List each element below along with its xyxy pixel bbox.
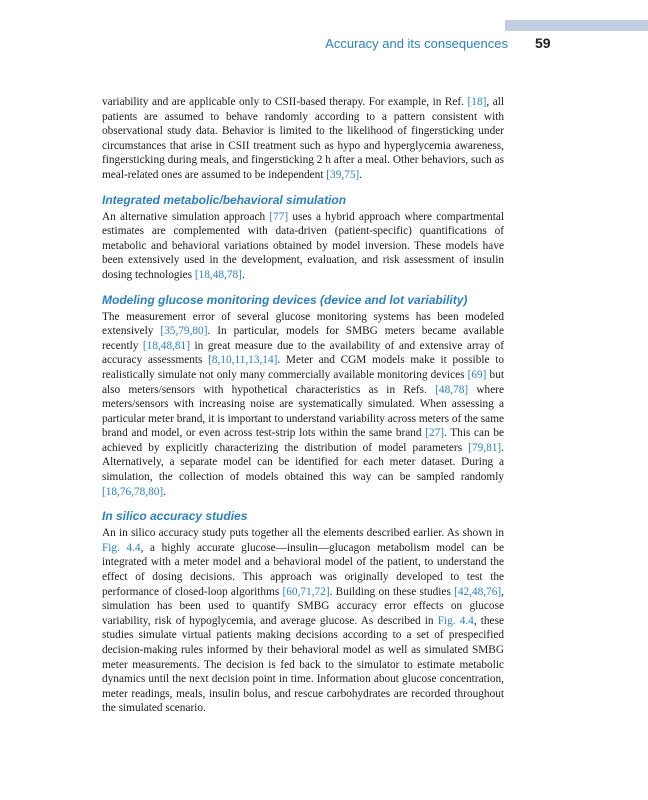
citation-link[interactable]: [42,48,76]: [454, 585, 502, 598]
text-run: The measurement error of several glucose monitoring systems has been modeled extensively: [102, 310, 504, 338]
text-run: An alternative simulation approach: [102, 210, 270, 223]
text-run: where meters/sensors with increasing noise are systematically simulated. When assessing a particular meter brand, it is important to understand variability across meters of the same brand and model, or even across test-strip lots within the same brand: [102, 383, 504, 440]
citation-link[interactable]: [69]: [467, 368, 487, 381]
text-run: . Meter and CGM models make it possible to realistically simulate not only many commercially available monitoring devices: [102, 354, 504, 381]
text-run: , these studies simulate virtual patients making decisions according to a set of prespecified decision-making rules informed by their behavioral model as well as simulated SMBG meter measurements. The decision is fed back to the simulator to estimate metabolic dynamics until the next decision point in time. Information about glucose concentration, meter readings, meals, insulin bolus, and rescue carbohydrates are recorded throughout the simulated scenario.: [102, 614, 504, 715]
citation-link[interactable]: [39,75]: [326, 168, 360, 181]
section-heading: Integrated metabolic/behavioral simulation: [102, 192, 347, 207]
page-body: [102, 95, 504, 716]
text-run: .: [359, 168, 363, 181]
page-header: [0, 33, 648, 57]
citation-link[interactable]: [48,78]: [435, 383, 469, 396]
intro-paragraph: [102, 95, 504, 183]
page-number: 59: [535, 35, 551, 51]
citation-link[interactable]: [60,71,72]: [282, 585, 330, 598]
text-run: .: [163, 485, 167, 498]
citation-link[interactable]: [18,76,78,80]: [102, 485, 164, 498]
text-run: , a highly accurate glucose—insulin—glucagon metabolism model can be integrated with a meter model and a behavioral model of the patient, to understand the effect of dosing decisions. This approach was originally developed to test the performance of closed-loop algorithms: [102, 541, 505, 598]
text-run: , simulation has been used to quantify SMBG accuracy error effects on glucose variability, risk of hypoglycemia, and average glucose. As described in: [102, 585, 504, 627]
section-paragraph: [102, 210, 504, 283]
citation-link[interactable]: [18]: [467, 96, 487, 108]
citation-link[interactable]: [79,81]: [468, 441, 502, 454]
text-run: . In particular, models for SMBG meters became available recently: [102, 325, 504, 352]
figure-link[interactable]: Fig. 4.4: [437, 614, 474, 627]
figure-link[interactable]: Fig. 4.4: [102, 541, 141, 554]
text-run: uses a hybrid approach where compartmental estimates are complemented with data-driven (patient-specific) quantifications of metabolic and behavioral variations obtained by model inversion. These models have been extensively used in the development, evaluation, and risk assessment of insulin dosing technologies: [102, 210, 504, 281]
text-run: . Alternatively, a separate model can be identified for each meter dataset. During a simulation, the collection of models obtained this way can be sampled randomly: [102, 441, 504, 484]
text-run: variability and are applicable only to CSII-based therapy. For example, in Ref.: [102, 96, 468, 108]
text-run: in great measure due to the availability of and extensive array of accuracy assessments: [102, 339, 504, 367]
citation-link[interactable]: [35,79,80]: [160, 325, 208, 338]
text-run: .: [241, 268, 245, 281]
section-paragraph: [102, 526, 504, 716]
section-heading: In silico accuracy studies: [102, 509, 248, 524]
running-title: Accuracy and its consequences: [325, 36, 508, 51]
citation-link[interactable]: [18,48,78]: [194, 268, 242, 281]
text-run: , all patients are assumed to behave randomly according to a pattern consistent with observational study data. Behavior is limited to the likelihood of fingersticking under circumstances that arise in CSII treatment such as hypo and hyperglycemia awareness, fingersticking during meals, and fingersticking 2 h after a meal. Other behaviors, such as meal-related ones are assumed to be independent: [102, 96, 504, 181]
section-heading: Modeling glucose monitoring devices (device and lot variability): [102, 292, 468, 307]
citation-link[interactable]: [8,10,11,13,14]: [208, 354, 278, 367]
text-run: . This can be achieved by explicitly characterizing the distribution of model parameters: [102, 427, 504, 454]
citation-link[interactable]: [27]: [425, 427, 445, 440]
section-paragraph: [102, 310, 504, 500]
text-run: but also meters/sensors with hypothetical characteristics as in Refs.: [102, 368, 504, 396]
citation-link[interactable]: [77]: [269, 210, 289, 223]
text-run: An in silico accuracy study puts together all the elements described earlier. As shown in: [102, 527, 504, 540]
citation-link[interactable]: [18,48,81]: [142, 339, 190, 352]
header-accent-bar: [505, 20, 648, 31]
text-run: . Building on these studies: [329, 585, 455, 598]
